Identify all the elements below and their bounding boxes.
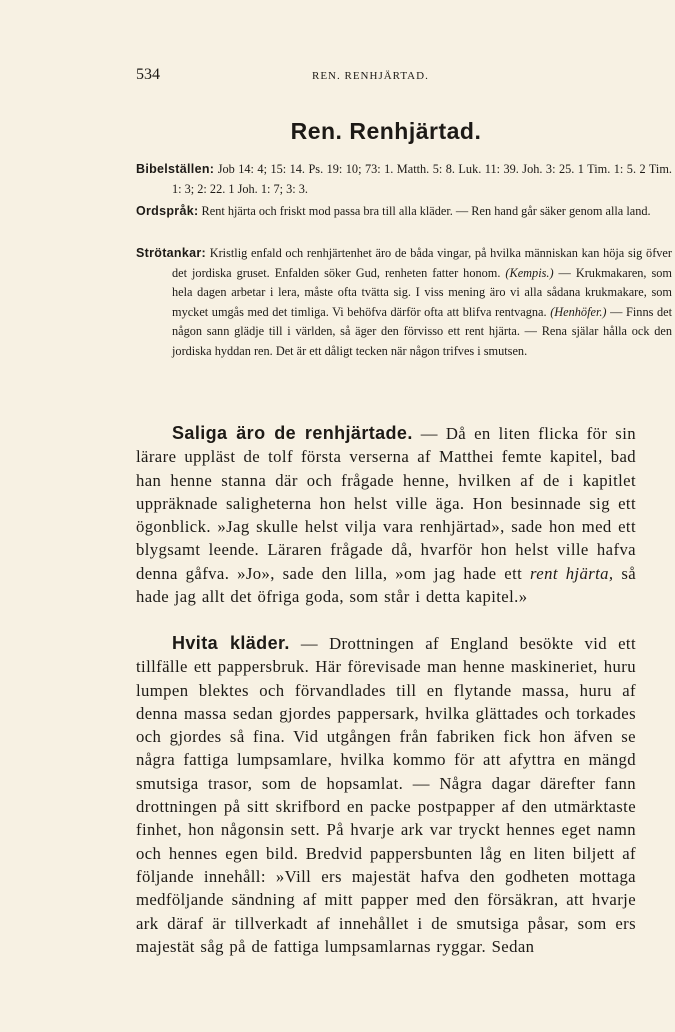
hvita-heading: Hvita kläder. [172,633,290,653]
bibelstallen-label: Bibelställen: [136,162,215,176]
strotankar-text-1: Kristlig enfald och renhjärtenhet äro de båda vingar, på hvilka människan kan höja sig öfver det jordiska gruset. Enfalden söker Gud, renheten fatter honom. [172,246,672,280]
running-title: REN. RENHJÄRTAD. [312,70,429,82]
strotankar-cite-kempis: (Kempis.) [505,265,554,280]
hvita-paragraph [136,632,636,958]
strotankar-cite-henhofer: (Henhöfer.) [550,304,607,319]
bibelstallen-text: Job 14: 4; 15: 14. Ps. 19: 10; 73: 1. Matth. 5: 8. Luk. 11: 39. Joh. 3: 25. 1 Tim. 1: 5. 2 Tim. 1: 3; 2: 22. 1 Joh. 1: 7; 3: 3. [172,162,672,196]
strotankar-label: Strötankar: [136,246,206,260]
strotankar-entry [136,244,672,361]
ordsprak-label: Ordspråk: [136,204,199,218]
page-title: Ren. Renhjärtad. [290,118,482,144]
saliga-paragraph [136,422,636,608]
saliga-text-1: — Då en liten flicka för sin lärare uppläst de tolf första verserna af Matthei femte kapitel, bad han henne stanna där och frågade henne, hvilken af de i kapitlet uppräknade saligheterna hon helst ville äga. Hon besinnade sig ett ögonblick. »Jag skulle helst vilja vara renhjärtad», sade hon med ett blygsamt leende. Läraren frågade då, hvarför hon helst ville hafva denna gåfva. »Jo», sade den lilla, »om jag hade ett [136,424,636,583]
saliga-italic: rent hjärta, [530,563,614,583]
page-number: 534 [136,66,160,83]
ordsprak-entry [136,202,672,222]
strotankar-text-2: — Krukmakaren, som hela dagen arbetar i lera, måste ofta tvätta sig. I viss mening äro vi alla sådana krukmakare, som mycket umgås med det timliga. Vi behöfva därför ofta att blifva rentvagna. [172,265,672,319]
ordsprak-text: Rent hjärta och friskt mod passa bra till alla kläder. — Ren hand går säker genom alla land. [201,204,651,218]
strotankar-text-3: — Finns det någon sann glädje till i världen, så äger den förvisso ett rent hjärta. — Rena själar hålla ock den jordiska hyddan ren. Det är ett dåligt tecken när någon trifves i smutsen. [172,304,673,358]
saliga-text-2: så hade jag allt det öfriga goda, som står i detta kapitel.» [136,563,637,607]
page-header [136,66,636,86]
bibelstallen-entry [136,160,672,199]
hvita-text: — Drottningen af England besökte vid ett tillfälle ett pappersbruk. Här förevisade man henne maskineriet, huru lumpen blektes och förvandlades till en flytande massa, huru af denna massa sedan gjordes pappersark, hvilka glättades och torkades och gjordes så fina. Vid utgången från fabriken fick hon äfven se några fattiga lumpsamlare, hvilka kommo för att afyttra en mängd smutsiga trasor, som de hopsamlat. — Några dagar därefter fann drottningen på sitt skrifbord en packe postpapper af den utmärktaste finhet, hon någonsin sett. På hvarje ark var tryckt hennes eget namn och hennes egen bild. Bredvid pappersbunten låg en liten biljett af följande innehåll: »Vill ers majestät hafva den godheten mottaga medföljande sändning af mitt papper med den försäkran, att hvarje ark däraf är tillverkadt af innehållet i de smutsiga påsar, som ers majestät såg på de fattiga lumpsamlarnas ryggar. Sedan [136,634,636,956]
saliga-heading: Saliga äro de renhjärtade. [172,423,413,443]
